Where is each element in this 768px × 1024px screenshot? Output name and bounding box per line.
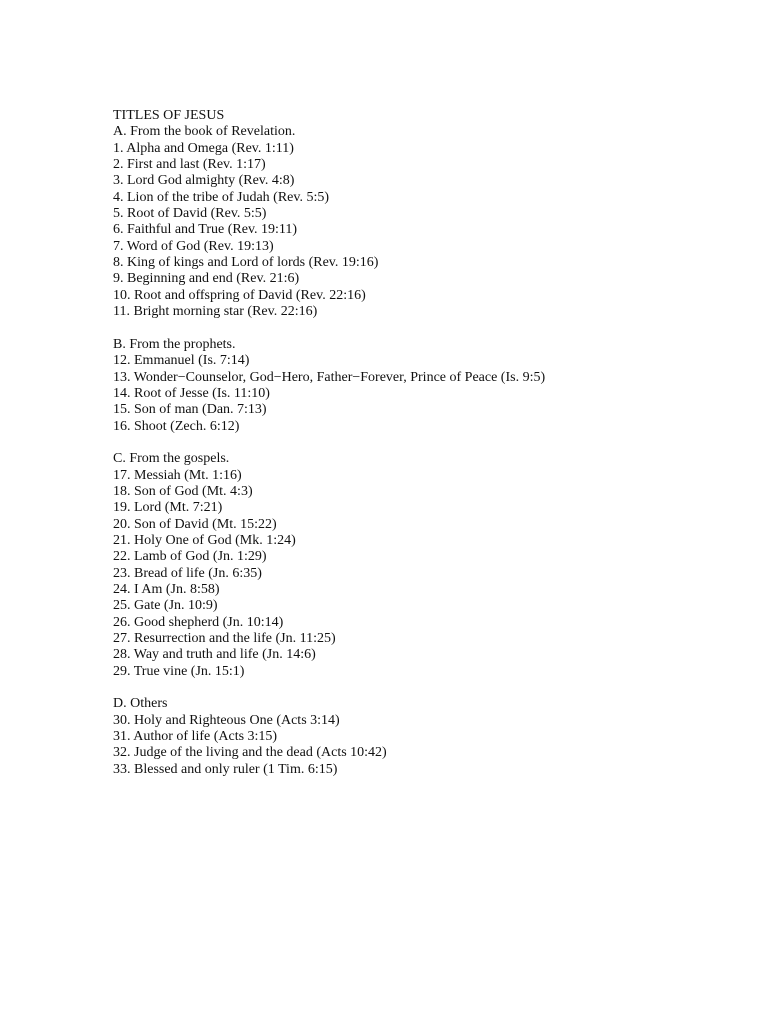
list-item: 23. Bread of life (Jn. 6:35) <box>113 565 262 581</box>
list-item: 31. Author of life (Acts 3:15) <box>113 729 278 745</box>
list-item: 27. Resurrection and the life (Jn. 11:25) <box>113 631 336 646</box>
list-item: 9. Beginning and end (Rev. 21:6) <box>113 271 300 287</box>
list-item: 28. Way and truth and life (Jn. 14:6) <box>113 647 316 663</box>
list-item: 30. Holy and Righteous One (Acts 3:14) <box>113 712 340 728</box>
list-item: 10. Root and offspring of David (Rev. 22:16) <box>113 287 366 303</box>
list-item: 29. True vine (Jn. 15:1) <box>113 663 245 679</box>
list-item: 24. I Am (Jn. 8:58) <box>113 581 220 597</box>
list-item: 13. Wonder−Counselor, God−Hero, Father−Forever, Prince of Peace (Is. 9:5) <box>113 369 546 385</box>
list-item: 7. Word of God (Rev. 19:13) <box>113 238 274 254</box>
list-item: 15. Son of man (Dan. 7:13) <box>113 402 267 418</box>
document-title: TITLES OF JESUS <box>113 108 225 123</box>
document-page <box>113 108 733 778</box>
section-heading: B. From the prophets. <box>113 336 236 352</box>
list-item: 11. Bright morning star (Rev. 22:16) <box>113 304 318 320</box>
list-item: 25. Gate (Jn. 10:9) <box>113 598 218 614</box>
list-item: 1. Alpha and Omega (Rev. 1:11) <box>113 140 294 156</box>
section-heading: C. From the gospels. <box>113 451 230 467</box>
list-item: 2. First and last (Rev. 1:17) <box>113 157 266 173</box>
list-item: 8. King of kings and Lord of lords (Rev. 19:16) <box>113 255 379 271</box>
list-item: 20. Son of David (Mt. 15:22) <box>113 516 277 532</box>
list-item: 5. Root of David (Rev. 5:5) <box>113 206 267 222</box>
list-item: 17. Messiah (Mt. 1:16) <box>113 467 242 483</box>
section-block <box>113 124 733 320</box>
list-item: 33. Blessed and only ruler (1 Tim. 6:15) <box>113 761 338 777</box>
list-item: 6. Faithful and True (Rev. 19:11) <box>113 222 298 238</box>
list-item: 22. Lamb of God (Jn. 1:29) <box>113 549 267 565</box>
section-heading: A. From the book of Revelation. <box>113 124 296 140</box>
sections-container <box>113 124 733 778</box>
list-item: 26. Good shepherd (Jn. 10:14) <box>113 614 284 630</box>
list-item: 18. Son of God (Mt. 4:3) <box>113 483 253 499</box>
list-item: 21. Holy One of God (Mk. 1:24) <box>113 532 296 548</box>
list-item: 12. Emmanuel (Is. 7:14) <box>113 353 250 369</box>
list-item: 16. Shoot (Zech. 6:12) <box>113 418 240 434</box>
list-item: 14. Root of Jesse (Is. 11:10) <box>113 385 270 401</box>
list-item: 32. Judge of the living and the dead (Acts 10:42) <box>113 745 387 761</box>
list-item: 3. Lord God almighty (Rev. 4:8) <box>113 173 295 189</box>
list-item: 4. Lion of the tribe of Judah (Rev. 5:5) <box>113 189 330 205</box>
section-heading: D. Others <box>113 696 168 712</box>
section-block <box>113 696 733 778</box>
section-block <box>113 451 733 680</box>
section-block <box>113 337 733 435</box>
list-item: 19. Lord (Mt. 7:21) <box>113 500 223 516</box>
